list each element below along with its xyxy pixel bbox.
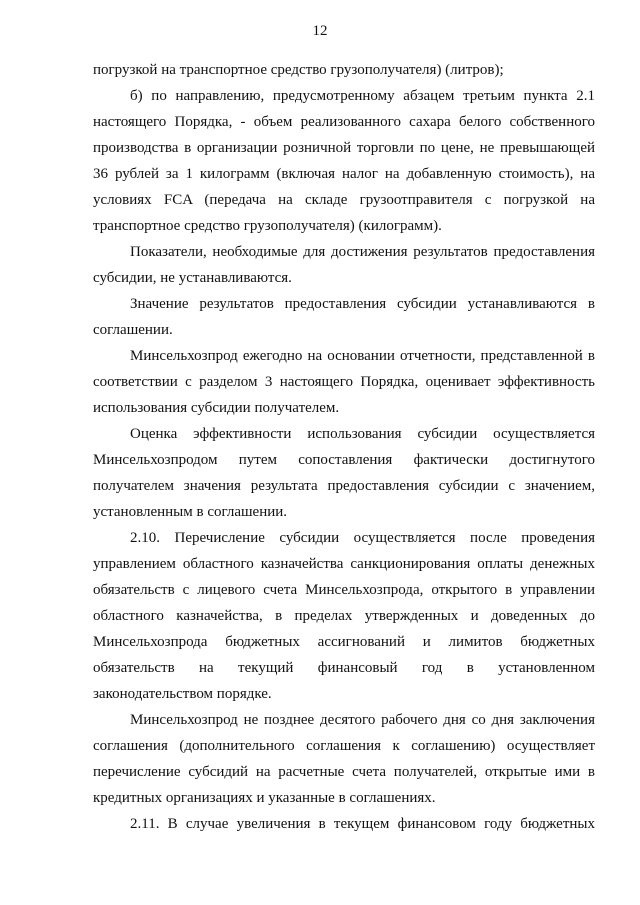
paragraph-efficiency-evaluation: Оценка эффективности использования субсидии осуществляется Минсельхозпродом путем сопоставления фактически достигнутого получателем значения результата предоставления субсидии с значением, установленным в соглашении. bbox=[93, 426, 595, 520]
paragraph-continuation: погрузкой на транспортное средство грузополучателя) (литров); bbox=[93, 62, 504, 78]
paragraph-section-2-10: 2.10. Перечисление субсидии осуществляется после проведения управлением областного казначейства санкционирования оплаты денежных обязательств с лицевого счета Минсельхозпрода, открытого в управлении областного казначейства, в пределах утвержденных и доведенных до Минсельхозпрода бюджетных ассигнований и лимитов бюджетных обязательств на текущий финансовый год в установленном законодательством порядке. bbox=[93, 530, 595, 702]
paragraph-results-value: Значение результатов предоставления субсидии устанавливаются в соглашении. bbox=[93, 296, 595, 338]
document-body bbox=[93, 57, 595, 837]
paragraph-efficiency-assessment: Минсельхозпрод ежегодно на основании отчетности, представленной в соответствии с разделом 3 настоящего Порядка, оценивает эффективность использования субсидии получателем. bbox=[93, 348, 595, 416]
paragraph-indicators: Показатели, необходимые для достижения результатов предоставления субсидии, не устанавливаются. bbox=[93, 244, 595, 286]
paragraph-transfer-deadline: Минсельхозпрод не позднее десятого рабочего дня со дня заключения соглашения (дополнительного соглашения к соглашению) осуществляет перечисление субсидий на расчетные счета получателей, открытые ими в кредитных организациях и указанные в соглашениях. bbox=[93, 712, 595, 806]
paragraph-item-b: б) по направлению, предусмотренному абзацем третьим пункта 2.1 настоящего Порядка, - объем реализованного сахара белого собственного производства в организации розничной торговли по цене, не превышающей 36 рублей за 1 килограмм (включая налог на добавленную стоимость), на условиях FCA (передача на складе грузоотправителя с погрузкой на транспортное средство грузополучателя) (килограмм). bbox=[93, 88, 595, 234]
paragraph-section-2-11: 2.11. В случае увеличения в текущем финансовом году бюджетных bbox=[130, 816, 595, 832]
page-number: 12 bbox=[312, 23, 328, 39]
